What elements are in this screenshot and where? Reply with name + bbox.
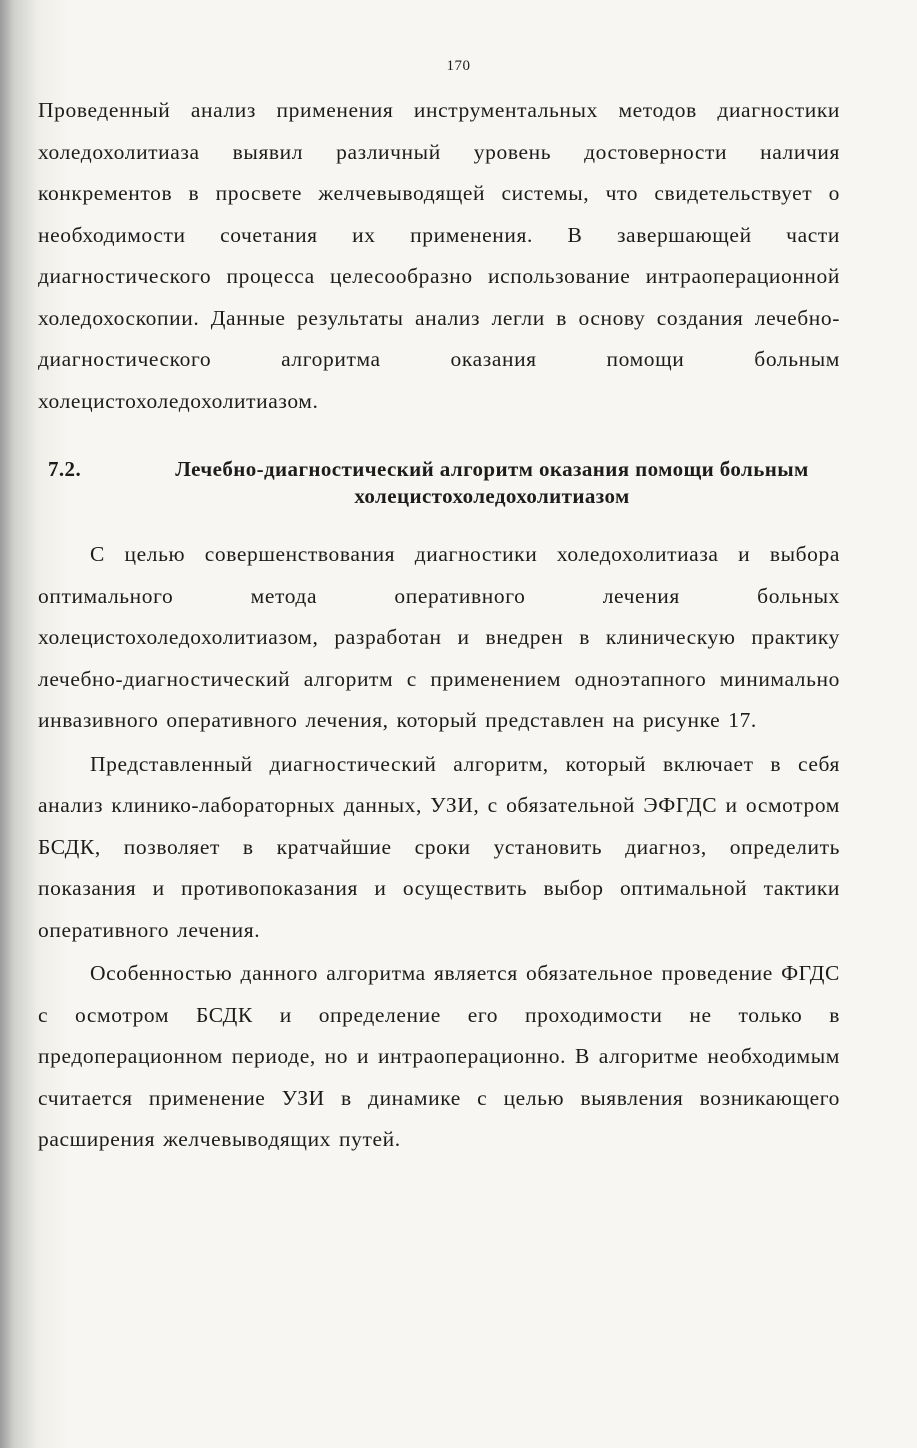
section-number: 7.2. [48,457,82,481]
paragraph-features: Особенностью данного алгоритма является обязательное проведение ФГДС с осмотром БСДК и определение его проходимости не только в предоперационном периоде, но и интраоперационно. В алгоритме необходимым считается применение УЗИ в динамике с целью выявления возникающего расширения желчевыводящих путей. [38,961,840,1151]
page-content [38,90,840,1161]
paragraph-purpose: С целью совершенствования диагностики холедохолитиаза и выбора оптимального метода оперативного лечения больных холецистохоледохолитиазом, разработан и внедрен в клиническую практику лечебно-диагностический алгоритм с применением одноэтапного минимально инвазивного оперативного лечения, который представлен на рисунке 17. [38,542,840,732]
page-number: 170 [446,58,471,74]
section-title: Лечебно-диагностический алгоритм оказания помощи больным холецистохоледохолитиазом [175,457,809,508]
paragraph-algorithm: Представленный диагностический алгоритм, который включает в себя анализ клинико-лабораторных данных, УЗИ, с обязательной ЭФГДС и осмотром БСДК, позволяет в кратчайшие сроки установить диагноз, определить показания и противопоказания и осуществить выбор оптимальной тактики оперативного лечения. [38,751,840,942]
section-heading [48,456,840,510]
paragraph-summary: Проведенный анализ применения инструментальных методов диагностики холедохолитиаза выявил различный уровень достоверности наличия конкрементов в просвете желчевыводящей системы, что свидетельствует о необходимости сочетания их применения. В завершающей части диагностического процесса целесообразно использование интраоперационной холедохоскопии. Данные результаты анализ легли в основу создания лечебно-диагностического алгоритма оказания помощи больным холецистохоледохолитиазом. [38,98,840,413]
